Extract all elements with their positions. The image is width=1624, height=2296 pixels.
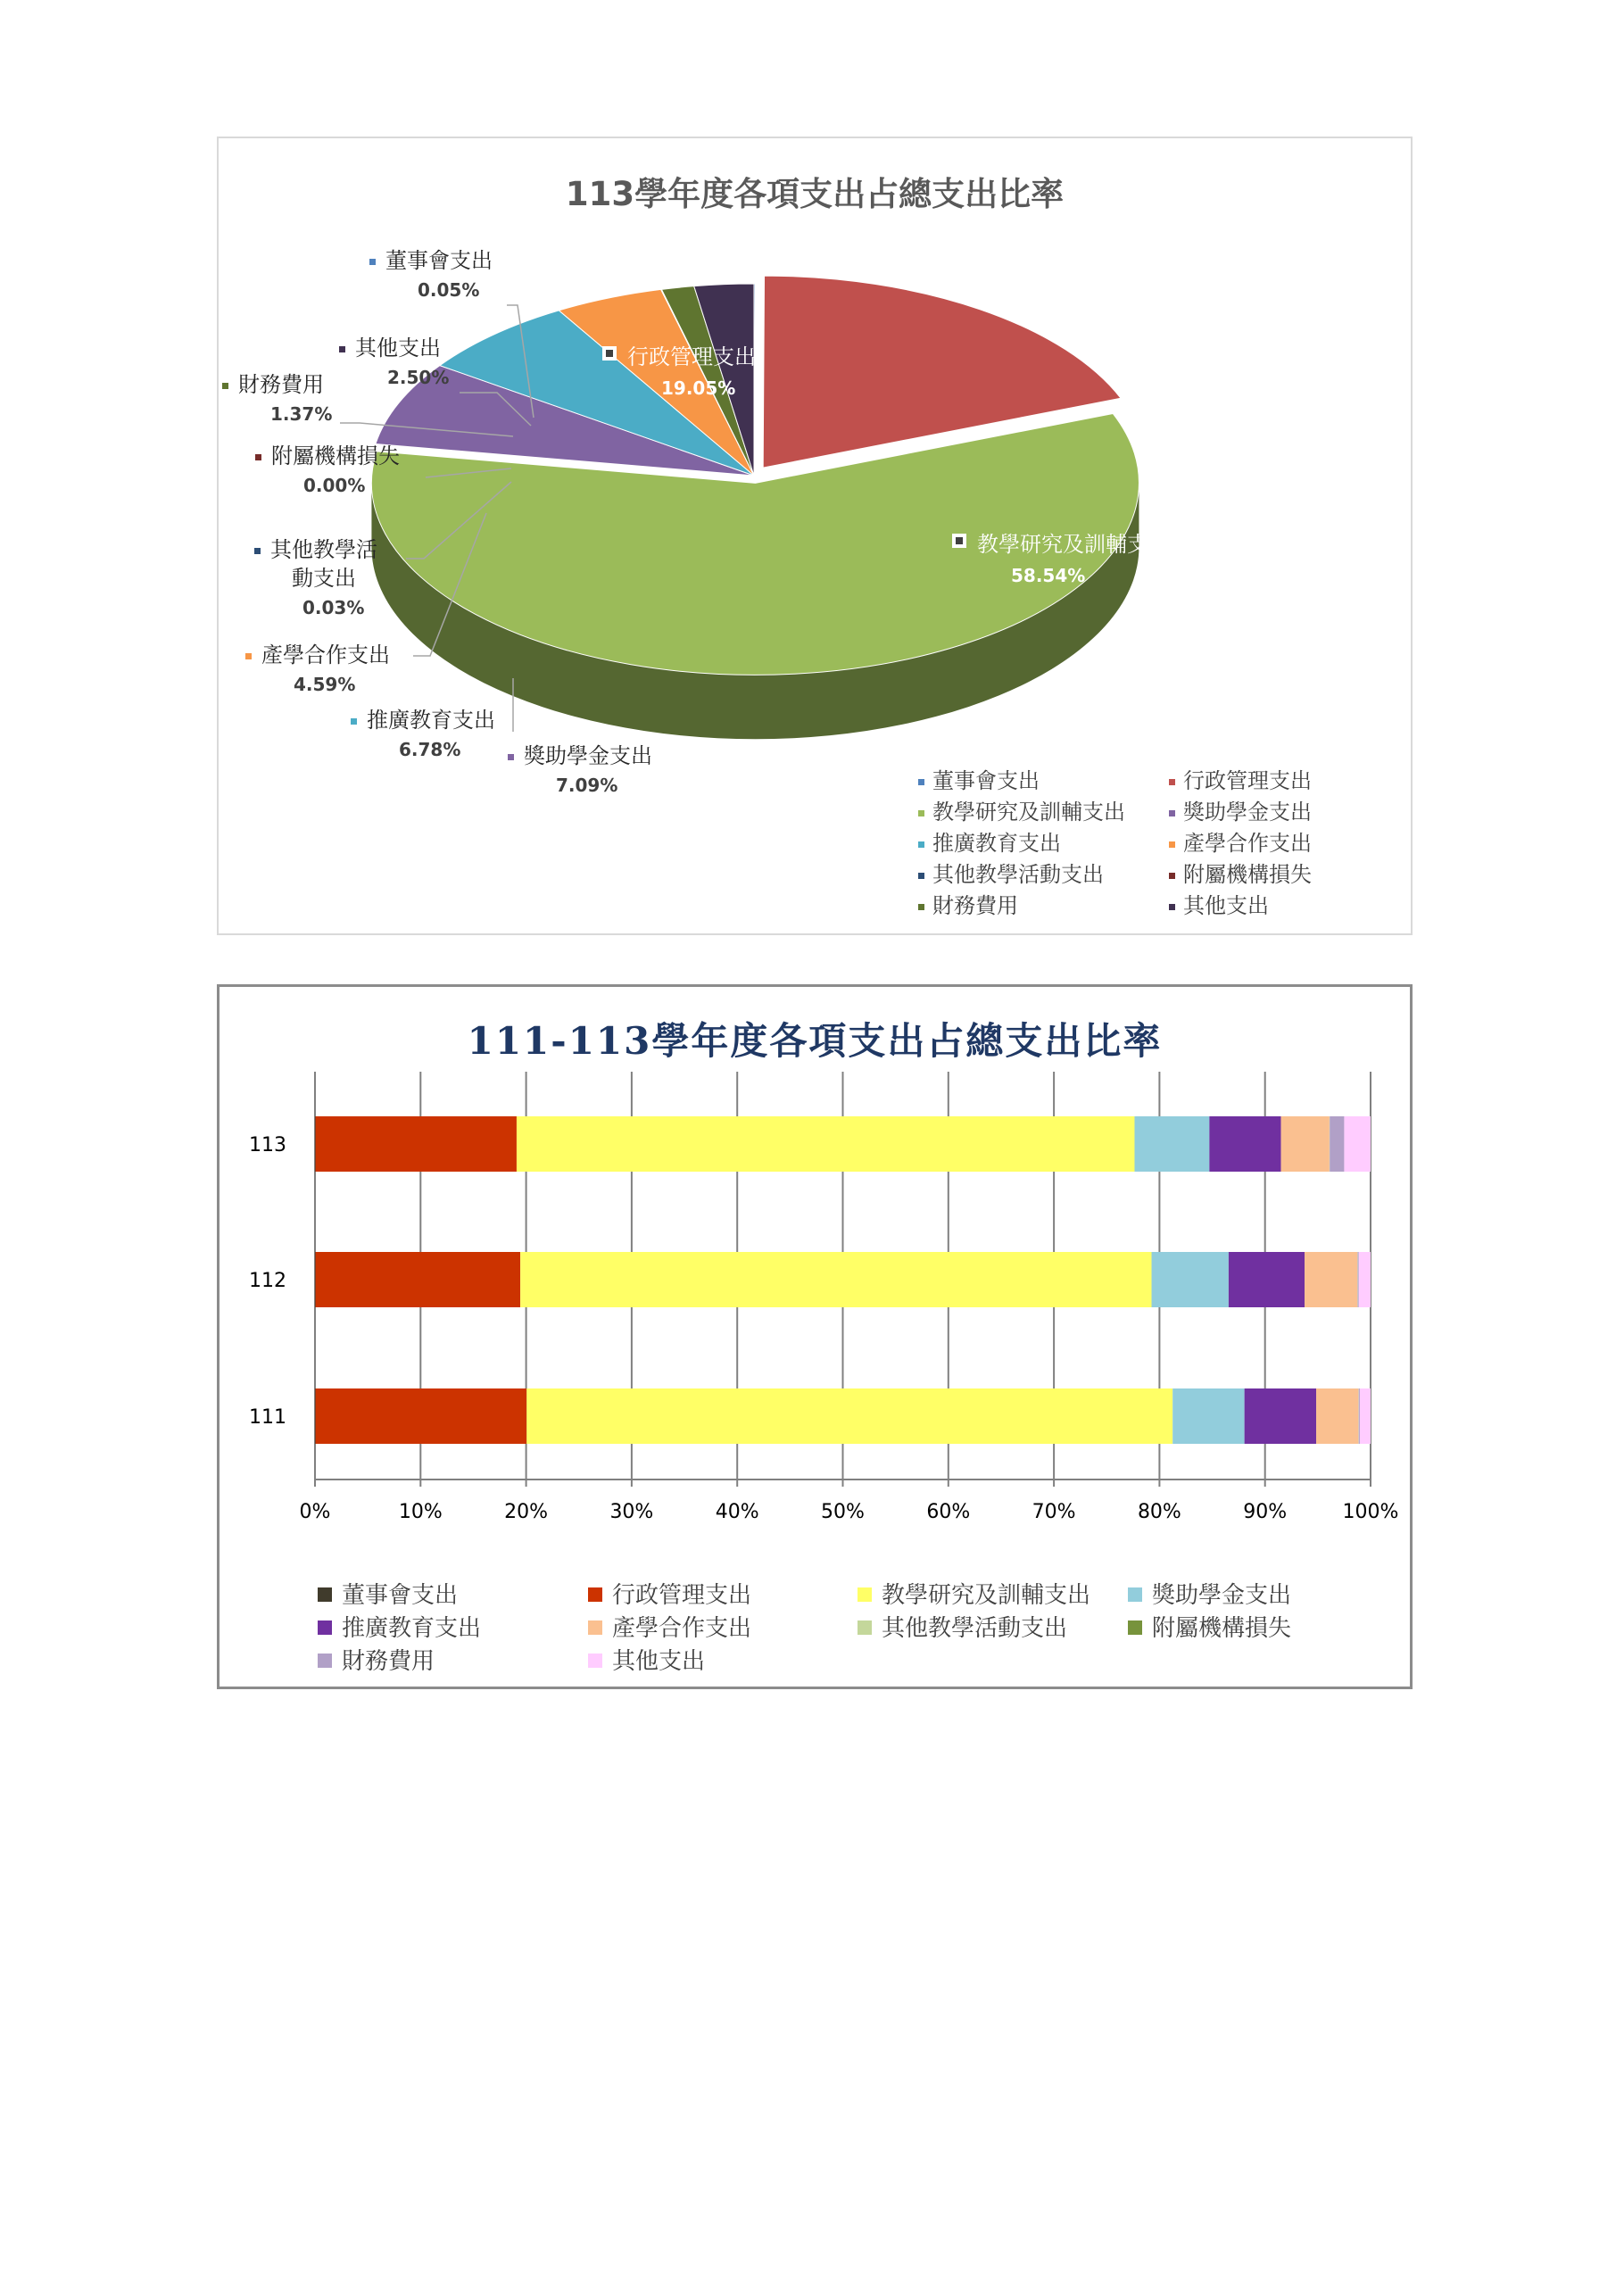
bar-legend-swatch-6 — [858, 1620, 872, 1635]
bar-legend-label-3: 獎助學金支出 — [1152, 1582, 1292, 1609]
pie-legend-swatch-4 — [918, 841, 924, 848]
bar-series — [249, 1116, 1371, 1444]
inside-label-value-8: 19.05% — [661, 377, 736, 399]
pie-legend-swatch-9 — [1169, 904, 1175, 910]
pie-legend-swatch-6 — [918, 873, 924, 879]
bar-legend-label-4: 推廣教育支出 — [342, 1615, 482, 1642]
bar-112-series-9 — [1359, 1252, 1371, 1307]
label-marker-0 — [369, 259, 376, 265]
x-tick-label-6: 60% — [926, 1501, 971, 1523]
label-marker-2 — [222, 383, 228, 389]
x-tick-label-2: 20% — [504, 1501, 549, 1523]
pie-legend-swatch-1 — [1169, 779, 1175, 785]
label-name-0: 董事會支出 — [385, 248, 493, 273]
bar-legend-label-5: 產學合作支出 — [612, 1615, 752, 1642]
label-value-2: 1.37% — [270, 403, 333, 425]
x-tick-label-8: 80% — [1137, 1501, 1181, 1523]
pie-legend-swatch-3 — [1169, 810, 1175, 816]
label-value-6: 6.78% — [399, 739, 461, 760]
x-tick-label-5: 50% — [821, 1501, 865, 1523]
label-name-6: 推廣教育支出 — [367, 708, 495, 733]
inside-marker-dot-9 — [956, 537, 963, 544]
bar-112-series-5 — [1305, 1252, 1357, 1307]
x-tick-label-0: 0% — [299, 1501, 331, 1523]
pie-legend-label-6: 其他教學活動支出 — [932, 862, 1104, 887]
bar-111-series-1 — [316, 1388, 527, 1444]
bar-legend-swatch-0 — [318, 1587, 332, 1602]
bar-legend-swatch-1 — [588, 1587, 602, 1602]
bar-legend-label-7: 附屬機構損失 — [1152, 1615, 1292, 1642]
bar-113-series-1 — [316, 1116, 517, 1172]
bar-legend-label-9: 其他支出 — [612, 1648, 706, 1675]
pie-legend — [918, 768, 1312, 918]
x-tick-label-10: 100% — [1342, 1501, 1399, 1523]
bar-112-series-8 — [1358, 1252, 1359, 1307]
y-tick-label-1: 112 — [249, 1270, 286, 1292]
bar-111-series-5 — [1316, 1388, 1358, 1444]
pie-chart-title: 113學年度各項支出占總支出比率 — [565, 175, 1065, 213]
bar-112-series-0 — [315, 1252, 316, 1307]
label-marker-3 — [255, 454, 261, 460]
bar-112-series-2 — [520, 1252, 1151, 1307]
bar-113-series-5 — [1281, 1116, 1330, 1172]
pie-legend-label-2: 教學研究及訓輔支出 — [932, 800, 1125, 825]
bar-113-series-3 — [1134, 1116, 1209, 1172]
pie-legend-label-5: 產學合作支出 — [1183, 831, 1312, 856]
bar-legend-swatch-4 — [318, 1620, 332, 1635]
bar-111-series-9 — [1360, 1388, 1371, 1444]
pie-legend-swatch-0 — [918, 779, 924, 785]
label-name-5: 產學合作支出 — [261, 642, 390, 667]
inside-marker-dot-8 — [606, 350, 613, 357]
pie-slices — [371, 276, 1139, 675]
bar-legend-swatch-2 — [858, 1587, 872, 1602]
label-name-4: 其他教學活 — [270, 537, 377, 562]
inside-label-name-9: 教學研究及訓輔支出 — [977, 532, 1170, 557]
bar-legend-swatch-3 — [1128, 1587, 1142, 1602]
pie-legend-label-3: 獎助學金支出 — [1183, 800, 1312, 825]
label-name-2: 財務費用 — [238, 372, 324, 397]
bar-111-series-8 — [1359, 1388, 1360, 1444]
pie-legend-swatch-8 — [918, 904, 924, 910]
bar-legend-swatch-8 — [318, 1654, 332, 1668]
bar-legend-swatch-7 — [1128, 1620, 1142, 1635]
label-value-1: 2.50% — [387, 367, 450, 388]
label-marker-5 — [245, 653, 252, 659]
label-value-3: 0.00% — [303, 475, 366, 496]
x-tick-label-1: 10% — [398, 1501, 443, 1523]
bar-112-series-3 — [1152, 1252, 1229, 1307]
x-tick-label-4: 40% — [715, 1501, 759, 1523]
label-marker-1 — [339, 346, 345, 352]
label-name-4: 動支出 — [292, 566, 356, 591]
bar-chart-title: 111-113學年度各項支出占總支出比率 — [467, 1019, 1163, 1063]
pie-chart-panel — [217, 137, 1413, 935]
bar-legend-label-1: 行政管理支出 — [612, 1582, 752, 1609]
bar-legend-label-0: 董事會支出 — [342, 1582, 459, 1609]
label-marker-6 — [351, 718, 357, 725]
pie-legend-label-8: 財務費用 — [932, 893, 1018, 918]
bar-chart-panel — [217, 984, 1413, 1689]
bar-113-series-0 — [315, 1116, 316, 1172]
label-name-3: 附屬機構損失 — [271, 443, 400, 468]
inside-label-name-8: 行政管理支出 — [627, 344, 756, 369]
bar-legend-swatch-5 — [588, 1620, 602, 1635]
pie-legend-swatch-2 — [918, 810, 924, 816]
bar-legend-label-2: 教學研究及訓輔支出 — [882, 1582, 1091, 1609]
pie-legend-swatch-7 — [1169, 873, 1175, 879]
label-marker-7 — [508, 754, 514, 760]
bar-111-series-2 — [526, 1388, 1172, 1444]
label-value-0: 0.05% — [418, 279, 480, 301]
pie-legend-label-1: 行政管理支出 — [1183, 768, 1312, 793]
label-value-7: 7.09% — [556, 775, 618, 796]
x-tick-label-9: 90% — [1243, 1501, 1288, 1523]
pie-chart — [219, 138, 1411, 933]
y-tick-label-2: 111 — [249, 1406, 286, 1429]
bar-111-series-4 — [1245, 1388, 1316, 1444]
pie-legend-label-9: 其他支出 — [1183, 893, 1269, 918]
bar-111-series-3 — [1172, 1388, 1244, 1444]
bar-legend-label-8: 財務費用 — [342, 1648, 435, 1675]
bar-legend-label-6: 其他教學活動支出 — [882, 1615, 1068, 1642]
bar-113-series-9 — [1344, 1116, 1371, 1172]
bar-legend — [318, 1582, 1291, 1675]
pie-legend-label-4: 推廣教育支出 — [932, 831, 1061, 856]
label-value-5: 4.59% — [294, 674, 356, 695]
bar-113-series-8 — [1330, 1116, 1344, 1172]
bar-112-series-4 — [1229, 1252, 1305, 1307]
pie-legend-label-7: 附屬機構損失 — [1183, 862, 1312, 887]
label-value-4: 0.03% — [302, 597, 365, 618]
pie-legend-swatch-5 — [1169, 841, 1175, 848]
bar-113-series-2 — [517, 1116, 1135, 1172]
pie-legend-label-0: 董事會支出 — [932, 768, 1040, 793]
bar-111-series-0 — [315, 1388, 316, 1444]
label-name-7: 獎助學金支出 — [524, 743, 652, 768]
inside-label-value-9: 58.54% — [1011, 565, 1086, 586]
y-tick-label-0: 113 — [249, 1134, 286, 1156]
label-name-1: 其他支出 — [355, 336, 441, 361]
stacked-bar-chart — [220, 987, 1410, 1687]
x-tick-label-7: 70% — [1032, 1501, 1076, 1523]
bar-legend-swatch-9 — [588, 1654, 602, 1668]
label-marker-4 — [254, 548, 261, 554]
x-tick-label-3: 30% — [609, 1501, 654, 1523]
bar-113-series-4 — [1209, 1116, 1280, 1172]
bar-112-series-1 — [316, 1252, 521, 1307]
